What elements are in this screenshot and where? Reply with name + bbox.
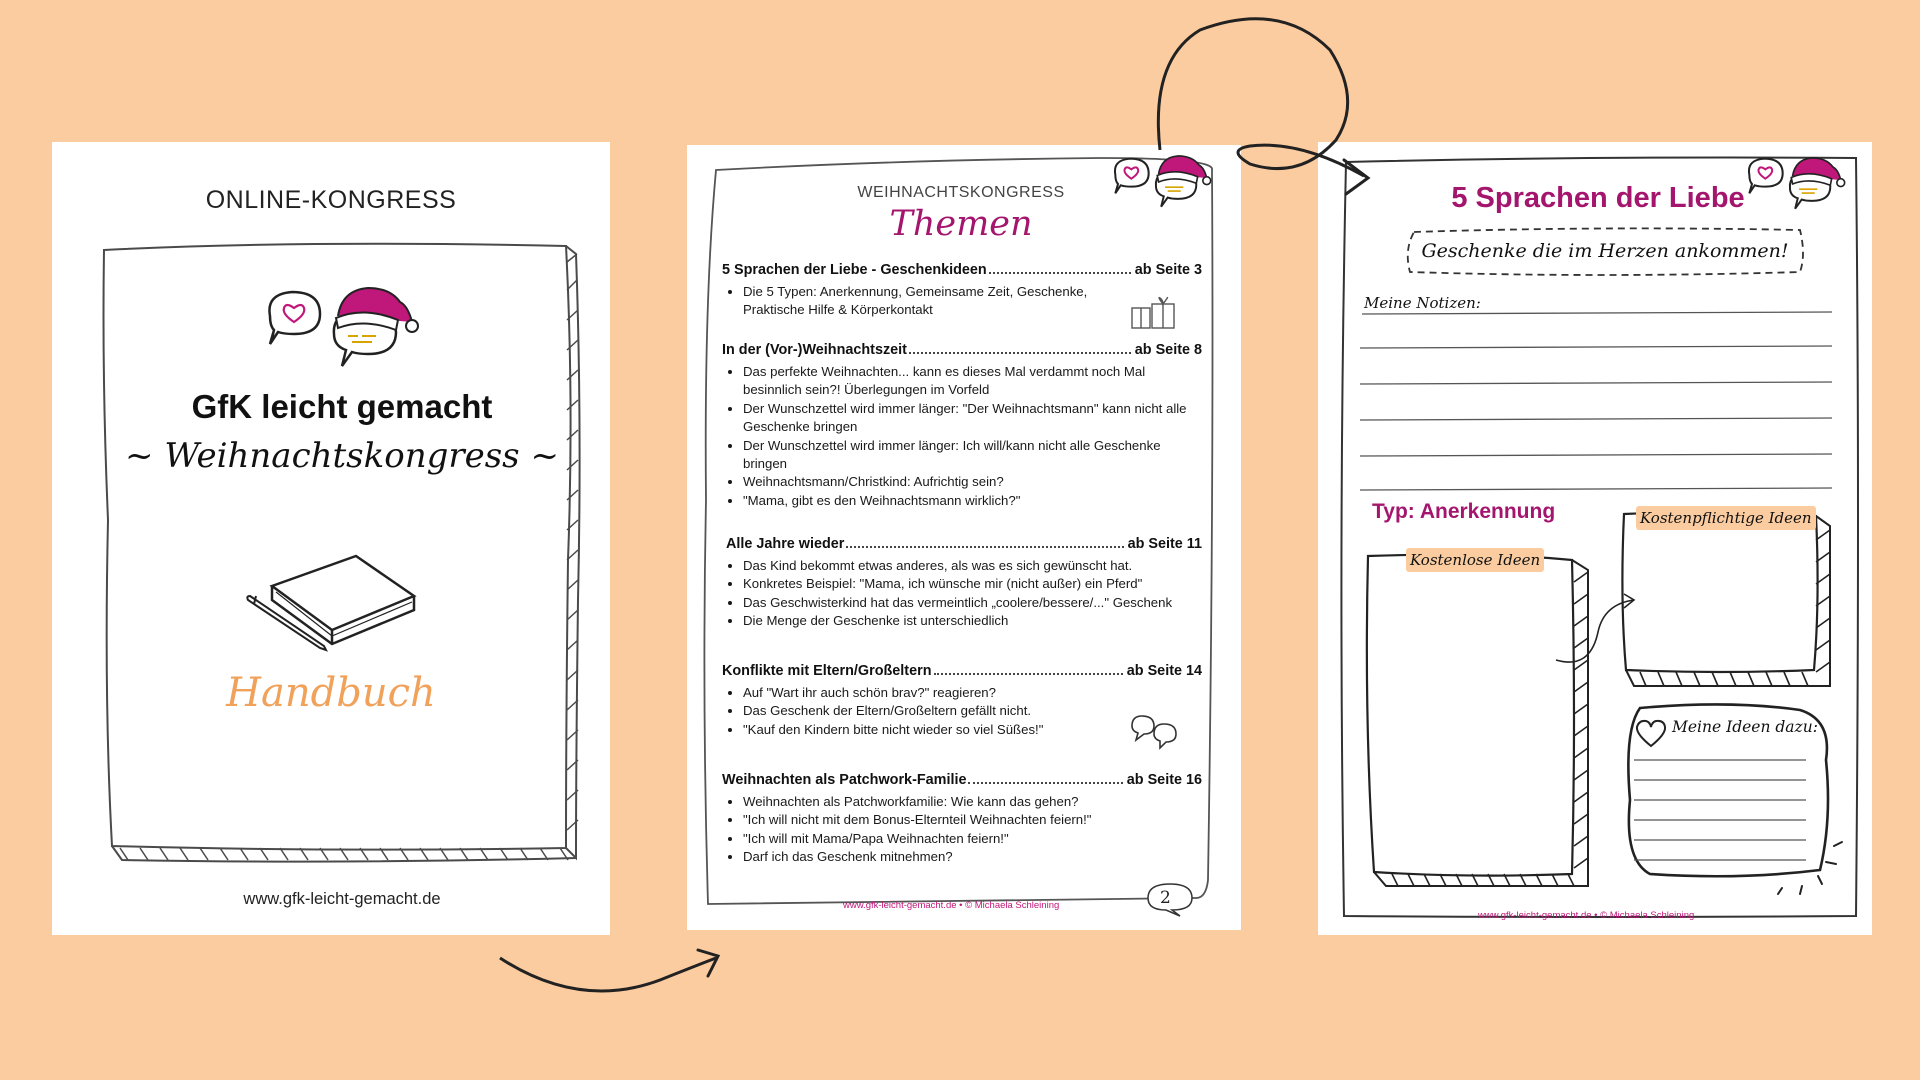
toc-heading [722, 772, 1202, 788]
toc-item: • Auf "Wart ihr auch schön brav?" reagieren? [743, 684, 1202, 702]
themes-title: Themen [889, 204, 1033, 244]
toc-page: ab Seite 14 [1126, 663, 1202, 679]
toc-section [722, 772, 1202, 867]
gift-boxes-icon [1130, 296, 1178, 330]
toc-item: • "Ich will nicht mit dem Bonus-Elternteil Weihnachten feiern!" [743, 811, 1202, 829]
toc-page: ab Seite 3 [1134, 262, 1202, 278]
toc-title: 5 Sprachen der Liebe - Geschenkideen [722, 262, 987, 278]
toc-title: Konflikte mit Eltern/Großeltern [722, 663, 932, 679]
toc-item: • Das Kind bekommt etwas anderes, als was es sich gewünscht hat. [743, 557, 1223, 575]
toc-page: ab Seite 16 [1126, 772, 1202, 788]
toc-leader [934, 672, 1123, 675]
toc-section [726, 536, 1202, 631]
toc-leader [989, 271, 1131, 274]
toc-item: • "Mama, gibt es den Weihnachtsmann wirklich?" [743, 492, 1203, 510]
worksheet-title: 5 Sprachen der Liebe [1451, 182, 1745, 214]
cover-label: Handbuch [226, 670, 436, 716]
toc-heading [726, 536, 1202, 552]
toc-page: ab Seite 8 [1134, 342, 1202, 358]
toc-item: • Der Wunschzettel wird immer länger: "Der Weihnachtsmann" kann nicht alle Geschenke bringen [743, 400, 1203, 437]
toc-title: Alle Jahre wieder [726, 536, 845, 552]
toc-item: • Weihnachtsmann/Christkind: Aufrichtig sein? [743, 473, 1203, 491]
speech-bubbles-icon [1128, 714, 1180, 750]
santa-hat-speech-bubble-icon [328, 282, 420, 368]
toc-leader [968, 781, 1122, 784]
toc-title: Weihnachten als Patchwork-Familie [722, 772, 967, 788]
page-number: 2 [1160, 888, 1171, 908]
cover-page [52, 142, 610, 935]
toc-item: • Das Geschwisterkind hat das vermeintlich „coolere/bessere/..." Geschenk [743, 594, 1223, 612]
toc-heading [722, 663, 1202, 679]
toc-item: • Die 5 Typen: Anerkennung, Gemeinsame Zeit, Geschenke, Praktische Hilfe & Körperkontakt [743, 283, 1123, 320]
cover-subtitle: ~ Weihnachtskongress ~ [125, 436, 559, 476]
type-label: Typ: Anerkennung [1372, 500, 1556, 523]
toc-page: ab Seite 11 [1127, 536, 1202, 552]
toc-section [722, 342, 1202, 510]
toc-item: • Der Wunschzettel wird immer länger: Ich will/kann nicht alle Geschenke bringen [743, 437, 1203, 474]
free-ideas-tag: Kostenlose Ideen [1406, 548, 1544, 572]
cover-title: GfK leicht gemacht [191, 388, 493, 425]
own-ideas-label: Meine Ideen dazu: [1672, 718, 1818, 736]
toc-item: • Die Menge der Geschenke ist unterschiedlich [743, 612, 1223, 630]
toc-item: • "Ich will mit Mama/Papa Weihnachten feiern!" [743, 830, 1202, 848]
worksheet-subtitle: Geschenke die im Herzen ankommen! [1421, 240, 1789, 262]
toc-title: In der (Vor-)Weihnachtszeit [722, 342, 907, 358]
notebook-pen-icon [246, 552, 420, 652]
toc-item: • Das perfekte Weihnachten... kann es dieses Mal verdammt noch Mal besinnlich sein?! Überlegungen im Vorfeld [743, 363, 1203, 400]
toc-item: • Konkretes Beispiel: "Mama, ich wünsche mir (nicht außer) ein Pferd" [743, 575, 1223, 593]
toc-leader [909, 351, 1131, 354]
toc-leader [846, 545, 1123, 548]
cover-url: www.gfk-leicht-gemacht.de [243, 890, 441, 908]
cover-header: ONLINE-KONGRESS [205, 186, 457, 214]
themes-overline: WEIHNACHTSKONGRESS [857, 184, 1065, 201]
toc-item: • Darf ich das Geschenk mitnehmen? [743, 848, 1202, 866]
toc-item: • "Kauf den Kindern bitte nicht wieder so viel Süßes!" [743, 721, 1202, 739]
paid-ideas-tag: Kostenpflichtige Ideen [1636, 506, 1816, 530]
worksheet-footer: www.gfk-leicht-gemacht.de • © Michaela Schleining [1478, 910, 1695, 921]
toc-item: • Weihnachten als Patchworkfamilie: Wie kann das gehen? [743, 793, 1202, 811]
toc-heading [722, 262, 1202, 278]
heart-icon [1634, 718, 1668, 748]
toc-heading [722, 342, 1202, 358]
notes-label: Meine Notizen: [1364, 294, 1481, 312]
heart-speech-bubble-icon [262, 288, 328, 348]
toc-item: • Das Geschenk der Eltern/Großeltern gefällt nicht. [743, 702, 1202, 720]
themes-footer: www.gfk-leicht-gemacht.de • © Michaela Schleining [843, 900, 1060, 911]
